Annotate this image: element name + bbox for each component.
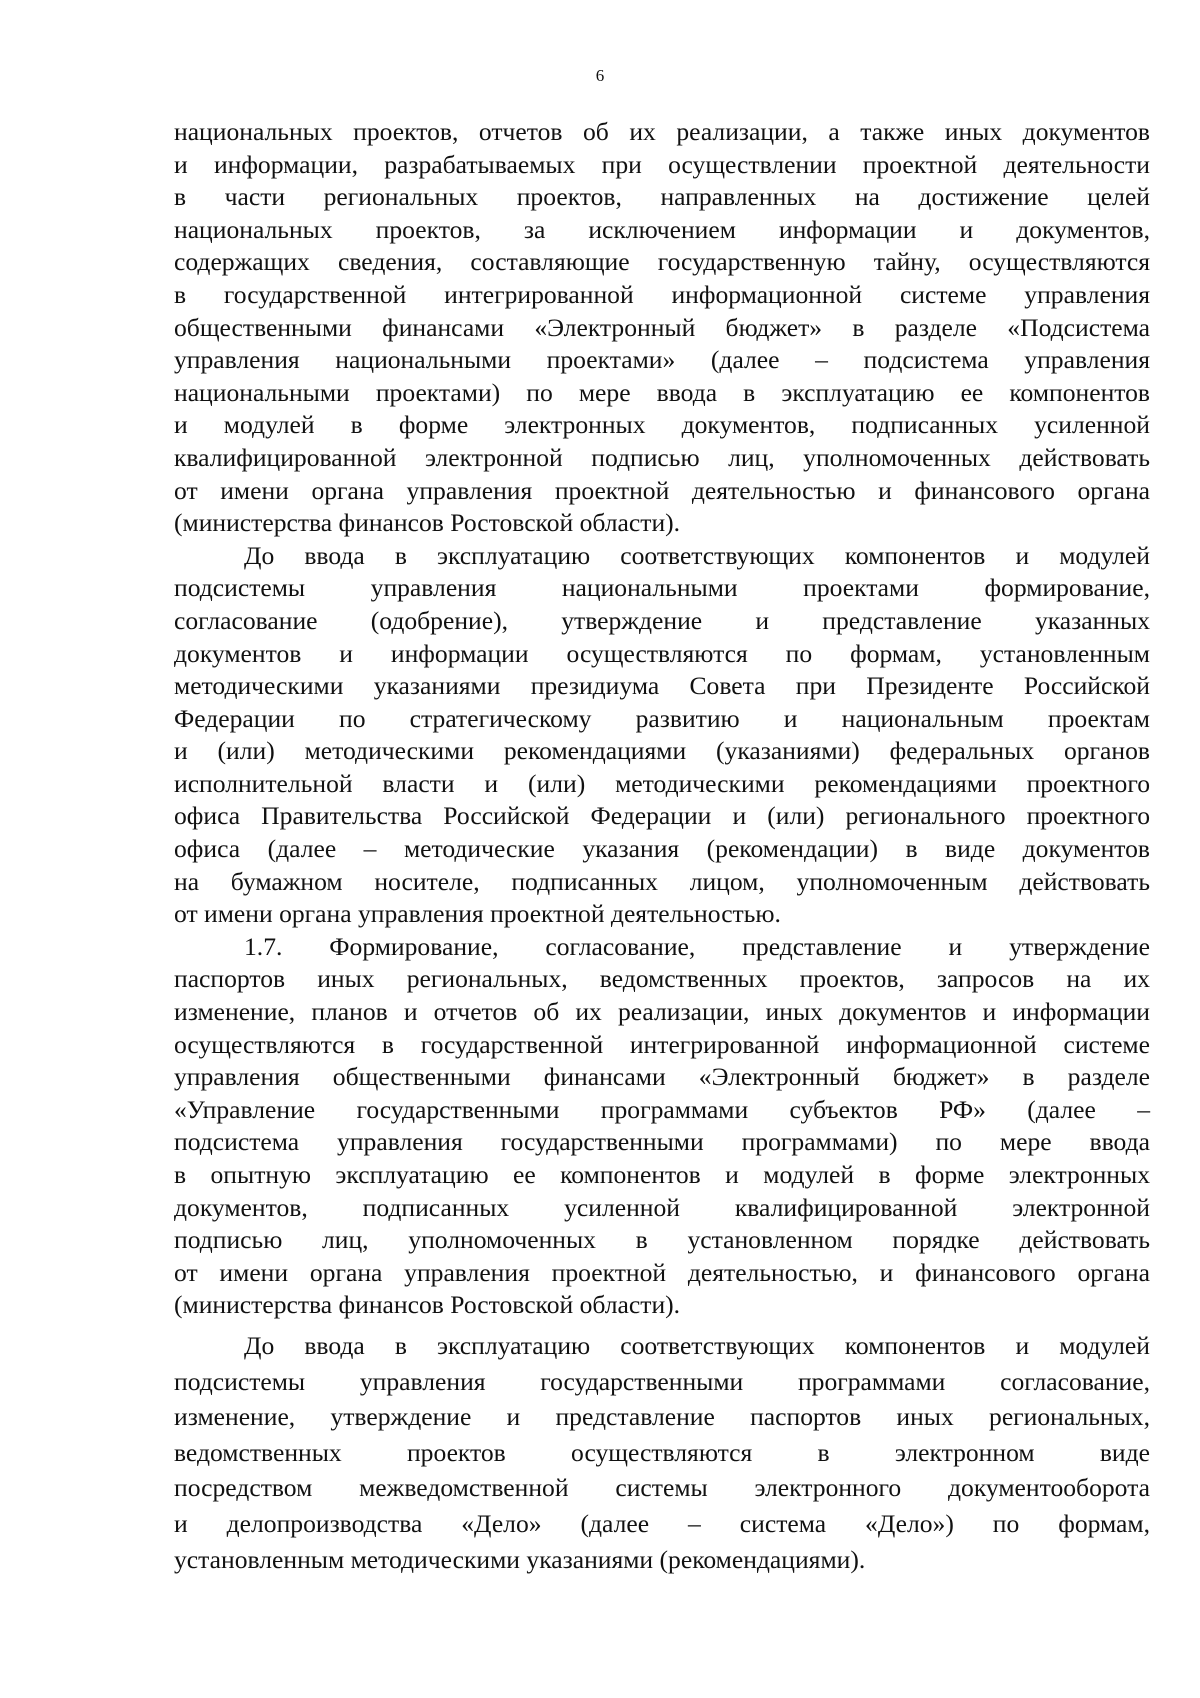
paragraph-line: национальных проектов, отчетов об их реализации, а также иных документов xyxy=(174,117,1150,146)
paragraph-2 xyxy=(174,540,1150,931)
paragraph-line: методическими указаниями президиума Совета при Президенте Российской xyxy=(174,671,1150,701)
paragraph-3 xyxy=(174,931,1150,1322)
paragraph-line: в опытную эксплуатацию ее компонентов и модулей в форме электронных xyxy=(174,1160,1150,1189)
paragraph-line: ведомственных проектов осуществляются в электронном виде xyxy=(174,1437,1150,1467)
paragraph-line: национальными проектами) по мере ввода в эксплуатацию ее компонентов xyxy=(174,377,1150,407)
document-body xyxy=(174,116,1150,1577)
paragraph-line: от имени органа управления проектной деятельностью. xyxy=(174,899,781,929)
paragraph-line: в государственной интегрированной информационной системе управления xyxy=(174,279,1150,309)
paragraph-line: подсистемы управления национальными проектами формирование, xyxy=(174,573,1150,603)
paragraph-line: паспортов иных региональных, ведомственных проектов, запросов на их xyxy=(174,964,1150,994)
paragraph-line: (министерства финансов Ростовской области). xyxy=(174,508,681,538)
paragraph-line: офиса Правительства Российской Федерации и (или) регионального проектного xyxy=(174,801,1150,831)
paragraph-line: управления национальными проектами» (далее – подсистема управления xyxy=(174,345,1150,375)
paragraph-line: изменение, планов и отчетов об их реализации, иных документов и информации xyxy=(174,997,1150,1027)
paragraph-line: и (или) методическими рекомендациями (указаниями) федеральных органов xyxy=(174,736,1150,766)
paragraph-line: Федерации по стратегическому развитию и национальным проектам xyxy=(174,703,1150,733)
paragraph-line: посредством межведомственной системы электронного документооборота xyxy=(174,1473,1150,1503)
page-number: 6 xyxy=(595,66,605,85)
paragraph-line: офиса (далее – методические указания (рекомендации) в виде документов xyxy=(174,834,1150,864)
paragraph-line: (министерства финансов Ростовской области). xyxy=(174,1290,681,1320)
paragraph-line: подсистема управления государственными программами) по мере ввода xyxy=(174,1127,1150,1157)
paragraph-line: исполнительной власти и (или) методическими рекомендациями проектного xyxy=(174,768,1150,798)
paragraph-line: содержащих сведения, составляющие государственную тайну, осуществляются xyxy=(174,247,1150,277)
paragraph-line: До ввода в эксплуатацию соответствующих компонентов и модулей xyxy=(244,1330,1150,1360)
paragraph-4 xyxy=(174,1328,1150,1577)
paragraph-line: и информации, разрабатываемых при осуществлении проектной деятельности xyxy=(174,149,1150,179)
paragraph-line: национальных проектов, за исключением информации и документов, xyxy=(174,214,1150,244)
paragraph-line: осуществляются в государственной интегрированной информационной системе xyxy=(174,1029,1150,1059)
paragraph-line: подписью лиц, уполномоченных в установленном порядке действовать xyxy=(174,1225,1150,1255)
paragraph-line: от имени органа управления проектной деятельностью, и финансового органа xyxy=(174,1257,1150,1287)
paragraph-line: 1.7. Формирование, согласование, представление и утверждение xyxy=(244,931,1150,961)
paragraph-line: в части региональных проектов, направленных на достижение целей xyxy=(174,182,1150,212)
paragraph-line: подсистемы управления государственными программами согласование, xyxy=(174,1366,1150,1396)
paragraph-line: установленным методическими указаниями (рекомендациями). xyxy=(174,1544,866,1574)
paragraph-line: документов и информации осуществляются по формам, установленным xyxy=(174,638,1150,668)
paragraph-line: «Управление государственными программами субъектов РФ» (далее – xyxy=(174,1094,1150,1124)
paragraph-line: общественными финансами «Электронный бюджет» в разделе «Подсистема xyxy=(174,312,1150,342)
paragraph-line: изменение, утверждение и представление паспортов иных региональных, xyxy=(174,1402,1150,1432)
paragraph-line: управления общественными финансами «Электронный бюджет» в разделе xyxy=(174,1062,1150,1092)
paragraph-line: согласование (одобрение), утверждение и представление указанных xyxy=(174,605,1150,635)
paragraph-line: До ввода в эксплуатацию соответствующих компонентов и модулей xyxy=(244,540,1150,570)
paragraph-line: и делопроизводства «Дело» (далее – система «Дело») по формам, xyxy=(174,1508,1150,1538)
paragraph-line: документов, подписанных усиленной квалифицированной электронной xyxy=(174,1192,1150,1222)
paragraph-line: квалифицированной электронной подписью лиц, уполномоченных действовать xyxy=(174,442,1150,472)
paragraph-line: на бумажном носителе, подписанных лицом, уполномоченным действовать xyxy=(174,866,1150,896)
paragraph-1 xyxy=(174,116,1150,540)
paragraph-line: от имени органа управления проектной деятельностью и финансового органа xyxy=(174,475,1150,505)
paragraph-line: и модулей в форме электронных документов, подписанных усиленной xyxy=(174,410,1150,440)
